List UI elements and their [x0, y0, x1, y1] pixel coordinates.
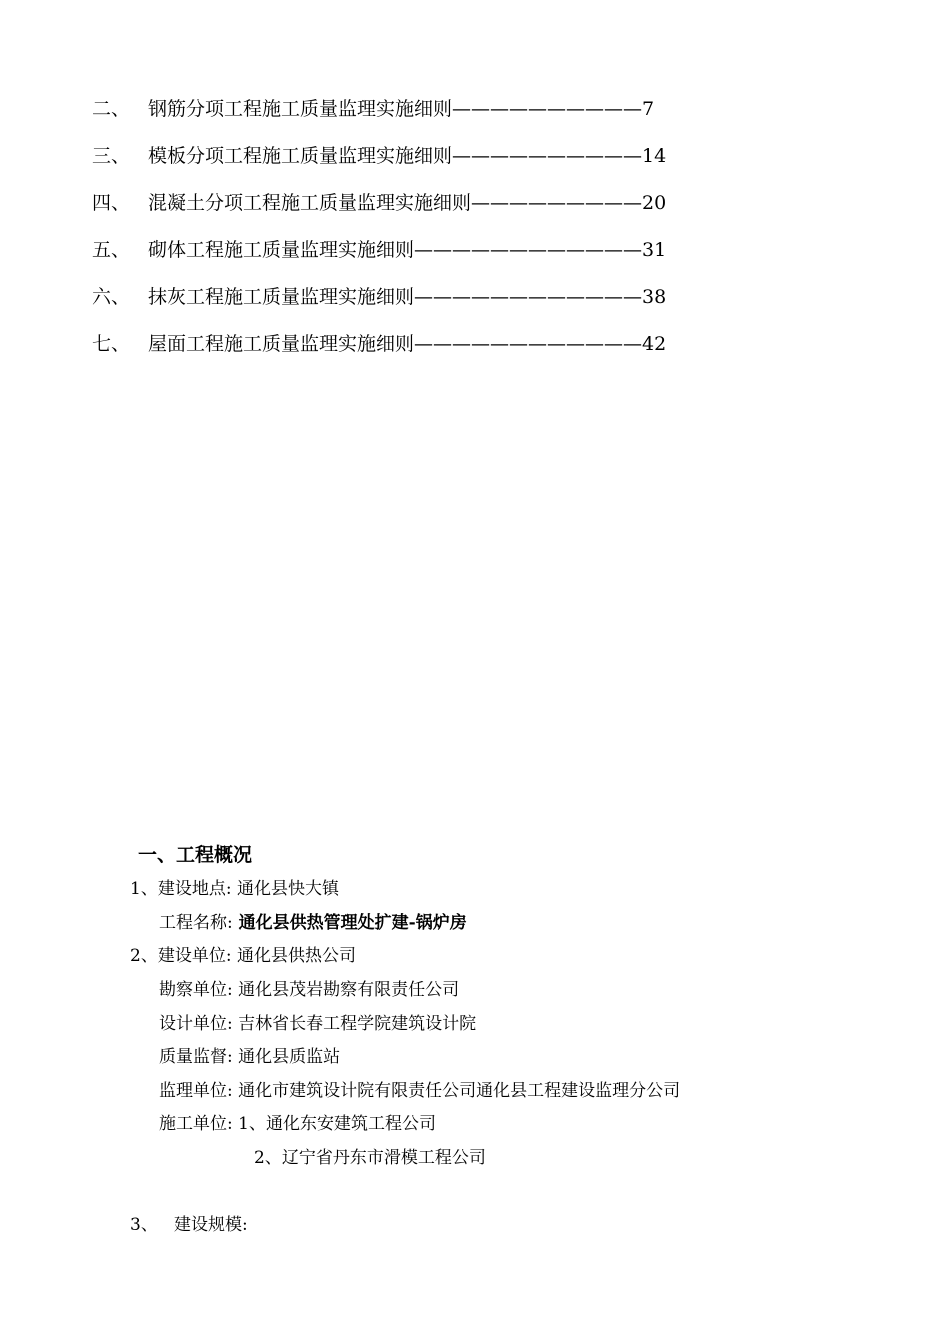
- info-row-design: [159, 1011, 476, 1037]
- info-label: 勘察单位:: [159, 980, 233, 1000]
- info-label: 设计单位:: [159, 1014, 233, 1034]
- info-label: 建设单位:: [157, 946, 232, 966]
- info-value: 通化县供热公司: [236, 946, 356, 966]
- info-value: 通化县快大镇: [236, 879, 339, 899]
- toc-entry-title: 钢筋分项工程施工质量监理实施细则: [148, 98, 453, 120]
- toc-page-number: 31: [642, 239, 667, 261]
- info-row-project-name: [159, 910, 467, 936]
- info-row-owner: [130, 943, 356, 969]
- toc-entry-number: 二、: [92, 98, 131, 120]
- toc-entry[interactable]: [92, 188, 666, 218]
- toc-leader: —————————: [471, 192, 643, 214]
- info-row-quality: [159, 1044, 340, 1070]
- info-row-scale: [130, 1212, 248, 1238]
- info-label: 建设规模:: [174, 1215, 248, 1235]
- toc-page-number: 38: [642, 286, 667, 308]
- toc-entry-number: 三、: [92, 145, 131, 167]
- toc-entry[interactable]: [92, 141, 666, 171]
- info-label: 施工单位:: [159, 1114, 233, 1134]
- info-label: 建设地点:: [157, 879, 232, 899]
- info-prefix: 1、: [130, 879, 158, 899]
- toc-entry-title: 混凝土分项工程施工质量监理实施细则: [148, 192, 472, 214]
- toc-entry-number: 四、: [92, 192, 131, 214]
- section-heading: 一、工程概况: [138, 844, 253, 866]
- toc-leader: ——————————: [452, 98, 643, 120]
- toc-entry-number: 七、: [92, 333, 131, 355]
- toc-entry-number: 五、: [92, 239, 131, 261]
- info-row-contractor: [159, 1111, 436, 1137]
- info-value: 通化县质监站: [238, 1047, 341, 1067]
- toc-entry[interactable]: [92, 94, 654, 124]
- toc-leader: ————————————: [414, 239, 643, 261]
- info-row-supervision: [159, 1078, 680, 1104]
- info-prefix: 3、: [130, 1215, 158, 1235]
- toc-leader: ————————————: [414, 286, 643, 308]
- toc-leader: ——————————: [452, 145, 643, 167]
- toc-entry-title: 砌体工程施工质量监理实施细则: [148, 239, 415, 261]
- info-value: 通化县供热管理处扩建-锅炉房: [238, 913, 467, 933]
- info-value: 通化市建筑设计院有限责任公司通化县工程建设监理分公司: [238, 1081, 681, 1101]
- toc-page-number: 20: [642, 192, 667, 214]
- toc-entry[interactable]: [92, 235, 666, 265]
- toc-page-number: 14: [642, 145, 667, 167]
- toc-entry[interactable]: [92, 282, 666, 312]
- info-label: 质量监督:: [159, 1047, 233, 1067]
- info-value: 吉林省长春工程学院建筑设计院: [238, 1014, 477, 1034]
- info-value: 1、通化东安建筑工程公司: [238, 1114, 436, 1134]
- info-value: 2、辽宁省丹东市滑模工程公司: [254, 1148, 486, 1168]
- info-label: 工程名称:: [159, 913, 233, 933]
- toc-leader: ————————————: [414, 333, 643, 355]
- toc-entry[interactable]: [92, 329, 666, 359]
- toc-entry-title: 屋面工程施工质量监理实施细则: [148, 333, 415, 355]
- info-label: 监理单位:: [159, 1081, 233, 1101]
- toc-entry-number: 六、: [92, 286, 131, 308]
- info-row-location: [130, 876, 339, 902]
- info-prefix: 2、: [130, 946, 158, 966]
- info-value: 通化县茂岩勘察有限责任公司: [238, 980, 460, 1000]
- toc-entry-title: 模板分项工程施工质量监理实施细则: [148, 145, 453, 167]
- toc-page-number: 42: [642, 333, 667, 355]
- info-row-survey: [159, 977, 459, 1003]
- toc-page-number: 7: [642, 98, 655, 120]
- toc-entry-title: 抹灰工程施工质量监理实施细则: [148, 286, 415, 308]
- info-row-contractor-2: [254, 1145, 486, 1171]
